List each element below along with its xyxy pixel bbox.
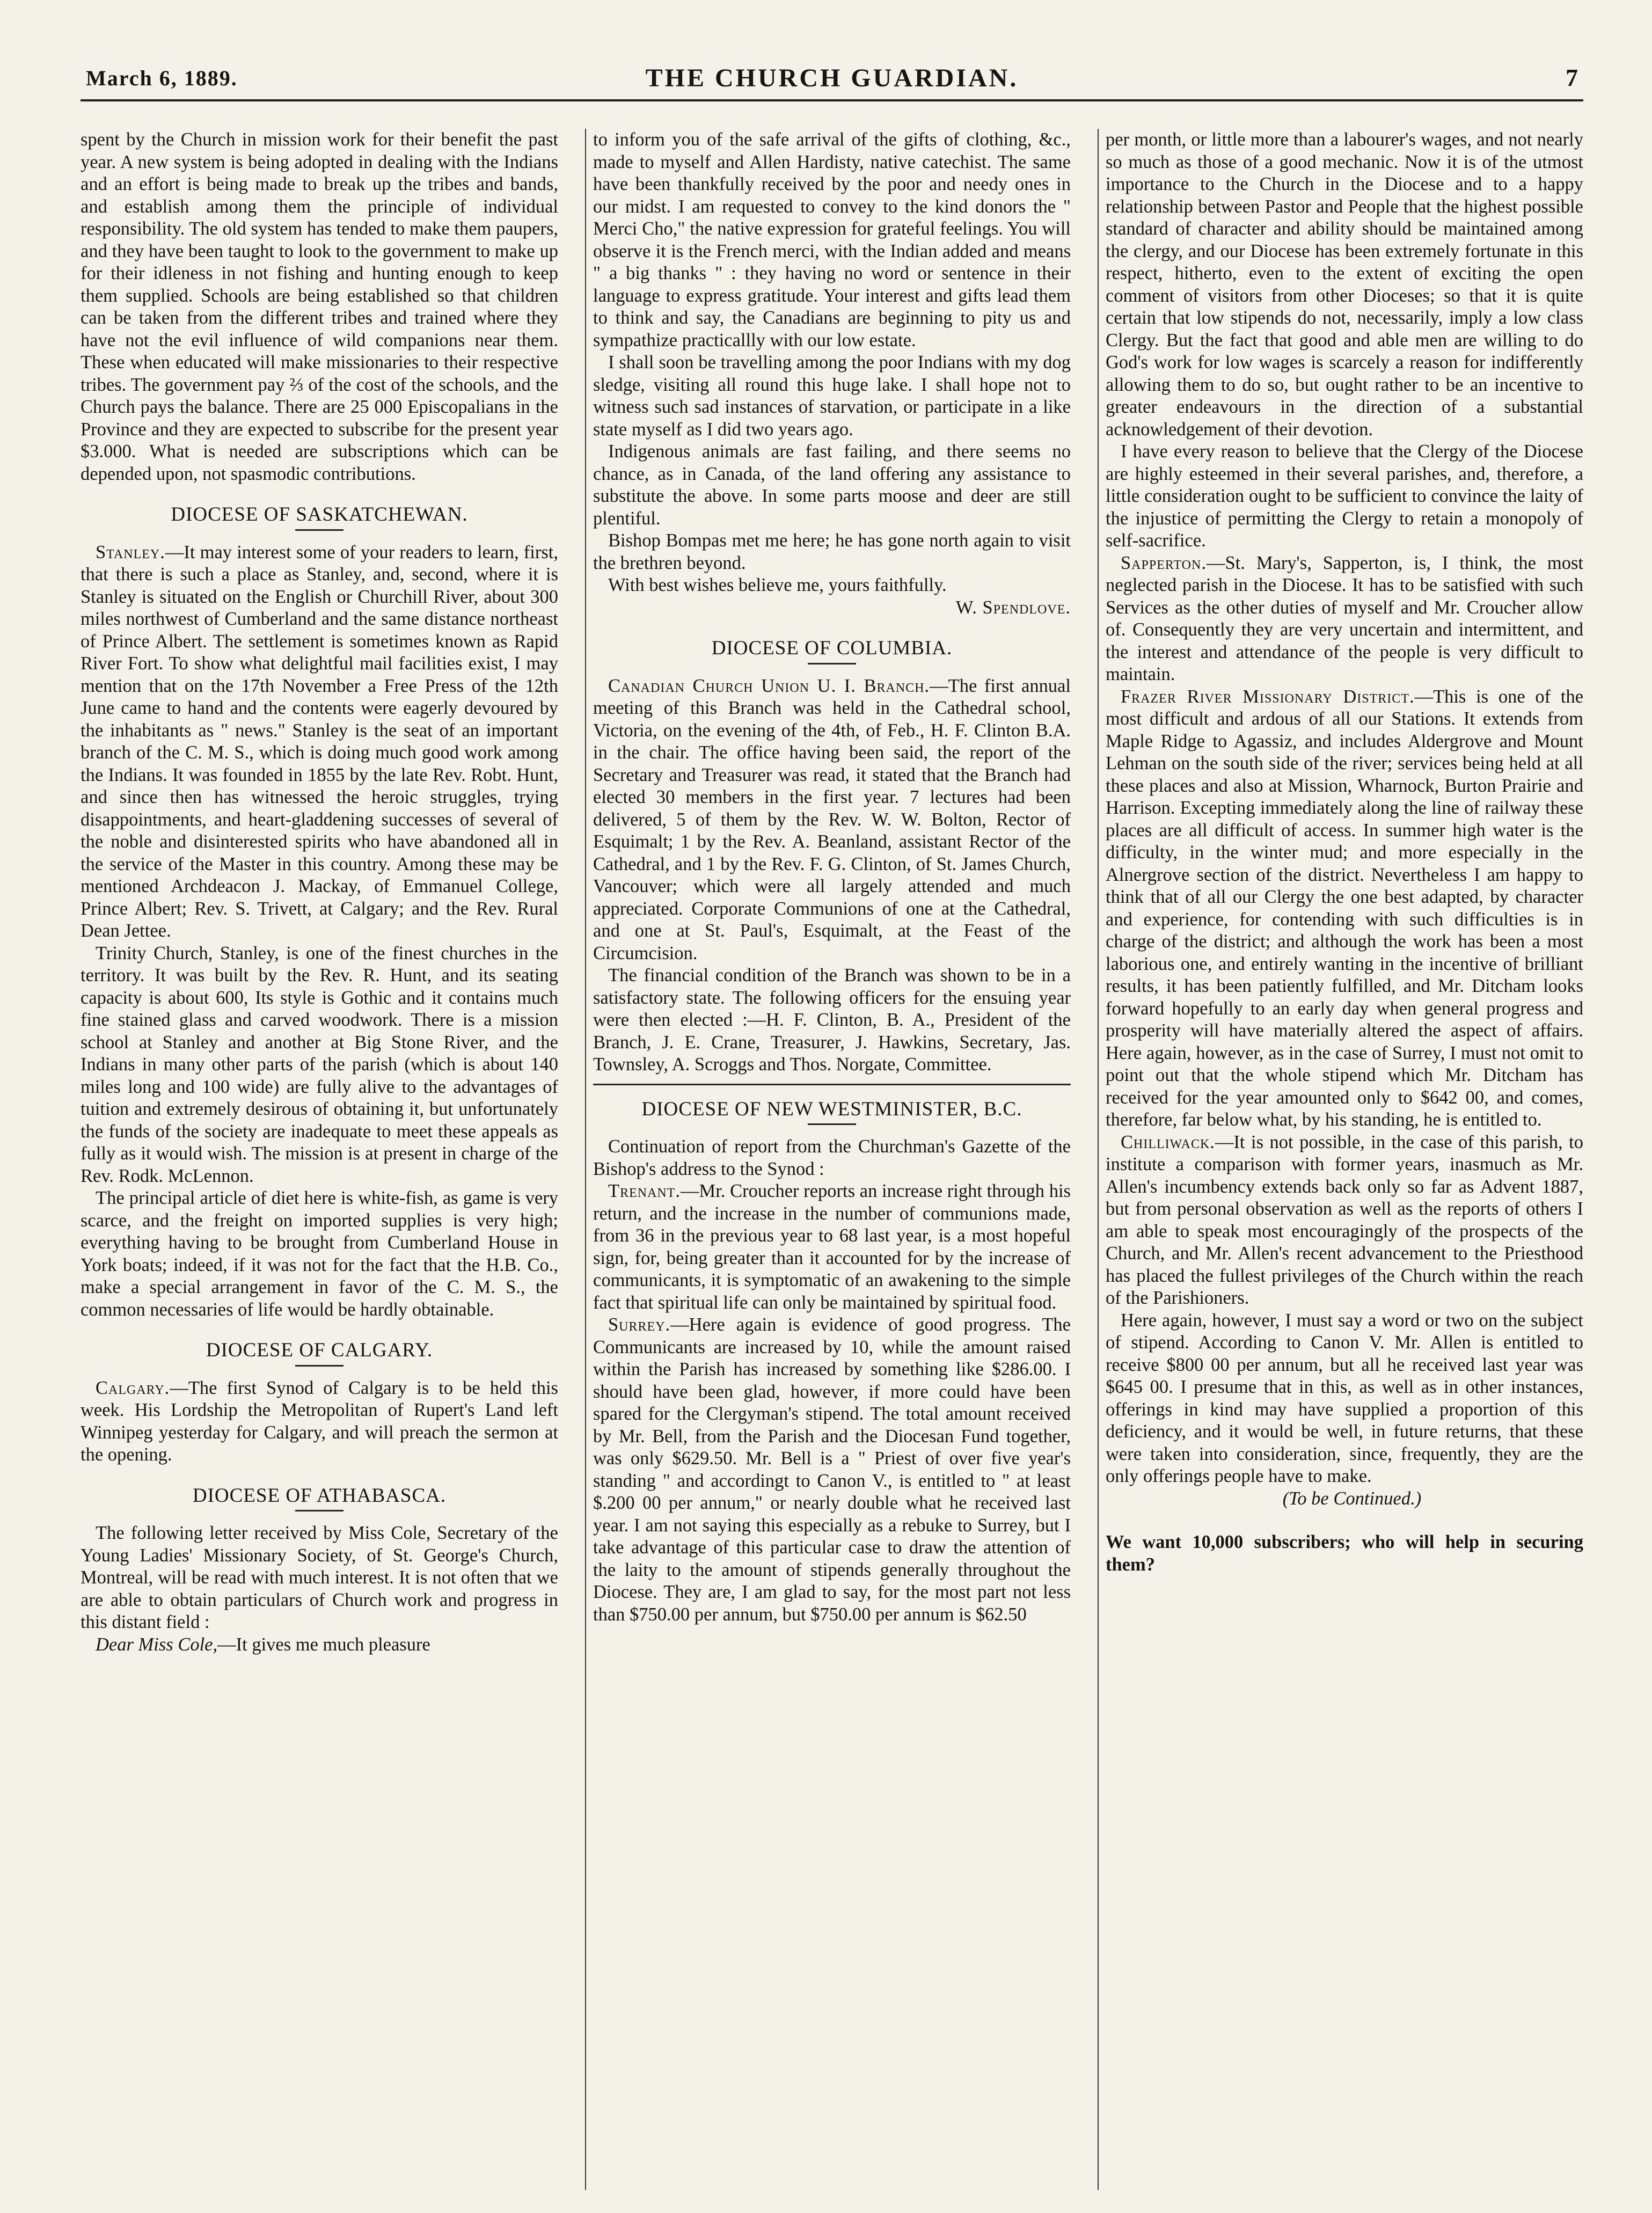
heading-rule [295, 1365, 343, 1367]
paragraph-surrey [593, 1314, 1071, 1626]
paragraph: Bishop Bompas met me here; he has gone north again to visit the brethren beyond. [593, 530, 1071, 573]
salutation: Dear Miss Cole, [96, 1634, 218, 1655]
masthead-date: March 6, 1889. [86, 66, 238, 90]
heading-rule [808, 663, 856, 664]
column-divider [585, 129, 586, 2190]
paragraph: The following letter received by Miss Cole, Secretary of the Young Ladies' Missionary Society, of St. George's Church, Montreal, will be read with much interest. It is not often that we are able to obtain particulars of Church work and progress in this distant field : [81, 1523, 558, 1632]
column-3 [1106, 129, 1583, 2190]
paragraph-fraser-river [1106, 686, 1583, 1131]
paragraph: to inform you of the safe arrival of the gifts of clothing, &c., made to myself and Allen Hardisty, native catechist. The same have been thankfully received by the poor and needy ones in our midst. I am requested to convey to the kind donors the " Merci Cho," the native expression for grateful feelings. You will observe it is the French merci, with the Indian added and means " a big thanks " : they having no word or sentence in their language to express gratitude. Your interest and gifts lead them to think and say, the Canadians are beginning to pity us and sympathize practicallly with our low estate. [593, 129, 1071, 350]
heading-rule [295, 529, 343, 531]
run-in-heading: Canadian Church Union U. I. Branch. [608, 675, 930, 696]
paragraph-sapperton [1106, 552, 1583, 686]
paragraph: The principal article of diet here is white-fish, as game is very scarce, and the freight on imported supplies is very high; everything having to be brought from Cumberland House in York boats; indeed, if it was not for the fact that the H.B. Co., make a special arrangement in favor of the C. M. S., the common necessaries of life would be hardly obtainable. [81, 1188, 558, 1320]
run-in-heading: Calgary. [96, 1377, 170, 1398]
paragraph-text: —St. Mary's, Sapperton, is, I think, the most neglected parish in the Diocese. It has to be satisfied with such Services as the other duties of myself and Mr. Croucher allow of. Consequently they are very uncertain and intermittent, and the interest and attendance of the people is very difficult to maintain. [1106, 552, 1583, 684]
signature: W. Spendlove. [955, 597, 1071, 618]
run-in-heading: Chilliwack. [1121, 1131, 1215, 1152]
section-heading-columbia: DIOCESE OF COLUMBIA. [711, 637, 953, 659]
paragraph: The financial condition of the Branch was shown to be in a satisfactory state. The following officers for the ensuing year were then elected :—H. F. Clinton, B. A., President of the Branch, J. E. Crane, Treasurer, J. Hawkins, Secretary, Jas. Townsley, A. Scroggs and Thos. Norgate, Committee. [593, 965, 1071, 1075]
paragraph: spent by the Church in mission work for their benefit the past year. A new system is being adopted in dealing with the Indians and an effort is being made to break up the tribes and bands, and establish among them the principle of individual responsibility. The old system has tended to make them paupers, and they have been taught to look to the government to make up for their idleness in not fishing and hunting enough to keep them supplied. Schools are being established so that children can be taken from the different tribes and trained where they have not the evil influence of wild companions near them. These when educated will make missionaries to their respective tribes. The government pay ⅔ of the cost of the schools, and the Church pays the balance. There are 25 000 Episcopalians in the Province and they are expected to subscribe for the present year $3.000. What is needed are subscriptions which can be depended upon, not spasmodic contributions. [81, 129, 558, 484]
run-in-heading: Stanley. [96, 542, 165, 563]
paragraph-text: —The first Synod of Calgary is to be held this week. His Lordship the Metropolitan of Rupert's Land left Winnipeg yesterday for Calgary, and will preach the sermon at the opening. [81, 1377, 558, 1465]
heading-rule [808, 1123, 856, 1125]
paragraph-text: —It gives me much pleasure [217, 1634, 430, 1655]
run-in-heading: Trenant. [608, 1181, 681, 1201]
paragraph: Here again, however, I must say a word or two on the subject of stipend. According to Canon V. Mr. Allen is entitled to receive $800 00 per annum, but all he received last year was $645 00. I presume that in this, as well as in other instances, offerings in kind may have supplied a proportion of this deficiency, and it would be well, in future returns, that these were taken into consideration, since, frequently, they are the only offerings people have to make. [1106, 1310, 1583, 1486]
run-in-heading: Frazer River Missionary District. [1121, 686, 1415, 707]
paragraph-text: —Mr. Croucher reports an increase right through his return, and the increase in the number of communions made, from 36 in the previous year to 68 last year, is a most hopeful sign, for, being greater than it accounted for by the increase of communicants, it is symptomatic of an awakening to the simple fact that spiritual life can only be maintained by spiritual food. [593, 1181, 1071, 1313]
paragraph: Indigenous animals are fast failing, and there seems no chance, as in Canada, of the land offering any assistance to substitute the above. In some parts moose and deer are still plentiful. [593, 441, 1071, 529]
section-heading-athabasca: DIOCESE OF ATHABASCA. [192, 1484, 447, 1507]
paragraph: I shall soon be travelling among the poor Indians with my dog sledge, visiting all round this huge lake. I shall hope not to witness such sad instances of starvation, or participate in a like state myself as I did two years ago. [593, 352, 1071, 440]
column-divider [1098, 129, 1099, 2190]
section-heading-new-westminister: DIOCESE OF NEW WESTMINISTER, B.C. [641, 1098, 1022, 1120]
paragraph: Trinity Church, Stanley, is one of the finest churches in the territory. It was built by the Rev. R. Hunt, and its seating capacity is about 600, Its style is Gothic and it contains much fine stained glass and carved woodwork. There is a mission school at Stanley and another at Big Stone River, and the Indians in many other parts of the parish (which is about 140 miles long and 100 wide) are fully alive to the advantages of tuition and extremely desirous of obtaining it, but unfortunately the funds of the society are inadequate to meet these appeals as fully as it would wish. The mission is at present in charge of the Rev. Rodk. McLennon. [81, 943, 558, 1186]
section-heading-saskatchewan: DIOCESE OF SASKATCHEWAN. [171, 503, 468, 525]
page-number: 7 [1566, 64, 1578, 91]
paragraph-text: —This is one of the most difficult and ardous of all our Stations. It extends from Maple Ridge to Agassiz, and includes Aldergrove and Mount Lehman on the south side of the river; services being held at all these places and also at Mission, Wharnock, Burton Prairie and Harrison. Excepting immediately along the line of railway these places are all difficult of access. In summer high water is the difficulty, in the winter mud; and more especially in the Alnergrove section of the district. Nevertheless I am happy to think that of all our Clergy the one best adapted, by character and experience, for contending with such difficulties is in charge of the district; and although the work has been a most laborious one, and entirely wanting in the incentive of brilliant results, it has been patiently fulfilled, and Mr. Ditcham looks forward hopefully to an early day when general progress and prosperity will have materially altered the aspect of affairs. Here again, however, as in the case of Surrey, I must not omit to point out that the whole stipend which Mr. Ditcham has received for the year amounted only to $642 00, and comes, therefore, far below what, by his standing, he is entitled to. [1106, 686, 1583, 1130]
paragraph-calgary [81, 1377, 558, 1466]
paragraph-text: —It may interest some of your readers to learn, first, that there is such a place as Stanley, and, second, where it is Stanley is situated on the English or Churchill River, about 300 miles northwest of Cumberland and the same distance northeast of Prince Albert. The settlement is sometimes known as Rapid River Fort. To show what delightful mail facilities exist, I may mention that on the 17th November a Free Press of the 12th June came to hand and the contents were eagerly devoured by the inhabitants as " news." Stanley is the seat of an important branch of the C. M. S., which is doing much good work among the Indians. It was founded in 1855 by the late Rev. Robt. Hunt, and since then has witnessed the heroic struggles, trying disappointments, and heart-gladdening successes of several of the noble and disinterested spirits who have abandoned all in the service of the Master in this country. Among these may be mentioned Archdeacon J. Mackay, of Emmanuel College, Prince Albert; Rev. S. Trivett, at Calgary; and the Rev. Rural Dean Jettee. [81, 542, 558, 941]
section-heading-calgary: DIOCESE OF CALGARY. [206, 1339, 433, 1361]
heading-rule [295, 1510, 343, 1511]
paragraph-salutation [81, 1634, 558, 1656]
paragraph-chilliwack [1106, 1131, 1583, 1310]
to-be-continued [1106, 1488, 1583, 1510]
paragraph: per month, or little more than a labourer's wages, and not nearly so much as those of a good mechanic. Now it is of the utmost importance to the Church in the Diocese and to a happy relationship between Pastor and People that the highest possible standard of character and ability should be maintained among the clergy, and our Diocese has been extremely fortunate in this respect, hitherto, even to the extent of exciting the open comment of visitors from other Dioceses; so that it is quite certain that low stipends do not, necessarily, imply a low class Clergy. But the fact that good and able men are willing to do God's work for low wages is scarcely a reason for indifferently allowing them to do so, but ought rather to be an incentive to greater endeavours in the direction of a substantial acknowledgement of their devotion. [1106, 129, 1583, 440]
paragraph-trenant [593, 1180, 1071, 1314]
paragraph: I have every reason to believe that the Clergy of the Diocese are highly esteemed in their several parishes, and, therefore, a little consideration ought to be sufficient to convince the laity of the injustice of permitting the Clergy to retain a monopoly of self-sacrifice. [1106, 441, 1583, 551]
paragraph-stanley [81, 542, 558, 943]
masthead-title: THE CHURCH GUARDIAN. [645, 64, 1019, 92]
paragraph-text: —The first annual meeting of this Branch was held in the Cathedral school, Victoria, on the evening of the 4th, of Feb., H. F. Clinton B.A. in the chair. The office having been said, the report of the Secretary and Treasurer was read, it stated that the Branch had elected 30 members in the first year. 7 lectures had been delivered, 5 of them by the Rev. W. W. Bolton, Rector of Esquimalt; 1 by the Rev. A. Beanland, assistant Rector of the Cathedral, and 1 by the Rev. F. G. Clinton, of St. James Church, Vancouver; which were all largely attended and much appreciated. Corporate Communions of one at the Cathedral, and one at St. Paul's, Esquimalt, at the Feast of the Circumcision. [593, 675, 1071, 963]
section-rule [593, 1084, 1071, 1085]
masthead [81, 59, 1583, 101]
column-2 [593, 129, 1071, 2190]
run-in-heading: Sapperton. [1121, 552, 1207, 573]
paragraph-canadian-church-union [593, 675, 1071, 965]
subscribers-note: We want 10,000 subscribers; who will help in securing them? [1106, 1532, 1583, 1575]
continued-label: (To be Continued.) [1282, 1488, 1422, 1509]
run-in-heading: Surrey. [608, 1314, 671, 1335]
paragraph-text: —Here again is evidence of good progress. The Communicants are increased by 10, while the amount raised within the Parish has increased by something like $286.00. I should have been glad, however, if more could have been spared for the Clergyman's stipend. The total amount received by Mr. Bell, from the Parish and the Diocesan Fund together, was only $629.50. Mr. Bell is a " Priest of over five year's standing " and accordingt to Canon V., is entitled to " at least $.200 00 per annum," or nearly double what he received last year. I am not saying this especially as a rebuke to Surrey, but I take advantage of this particular case to draw the attention of the laity to the amount of stipends generally throughout the Diocese. They are, I am glad to say, for the most part not less than $750.00 per annum, but $750.00 per annum is $62.50 [593, 1314, 1071, 1625]
paragraph: Continuation of report from the Churchman's Gazette of the Bishop's address to the Synod : [593, 1136, 1071, 1179]
paragraph-text: —It is not possible, in the case of this parish, to institute a comparison with former years, inasmuch as Mr. Allen's incumbency extends back only so far as Advent 1887, but from personal observation as well as the reports of others I am able to speak most encouragingly of the prospects of the Church, and Mr. Allen's recent advancement to the Priesthood has placed the fullest privileges of the Church within the reach of the Parishioners. [1106, 1131, 1583, 1308]
paragraph: With best wishes believe me, yours faithfully. [608, 575, 947, 595]
column-1 [81, 129, 558, 2190]
